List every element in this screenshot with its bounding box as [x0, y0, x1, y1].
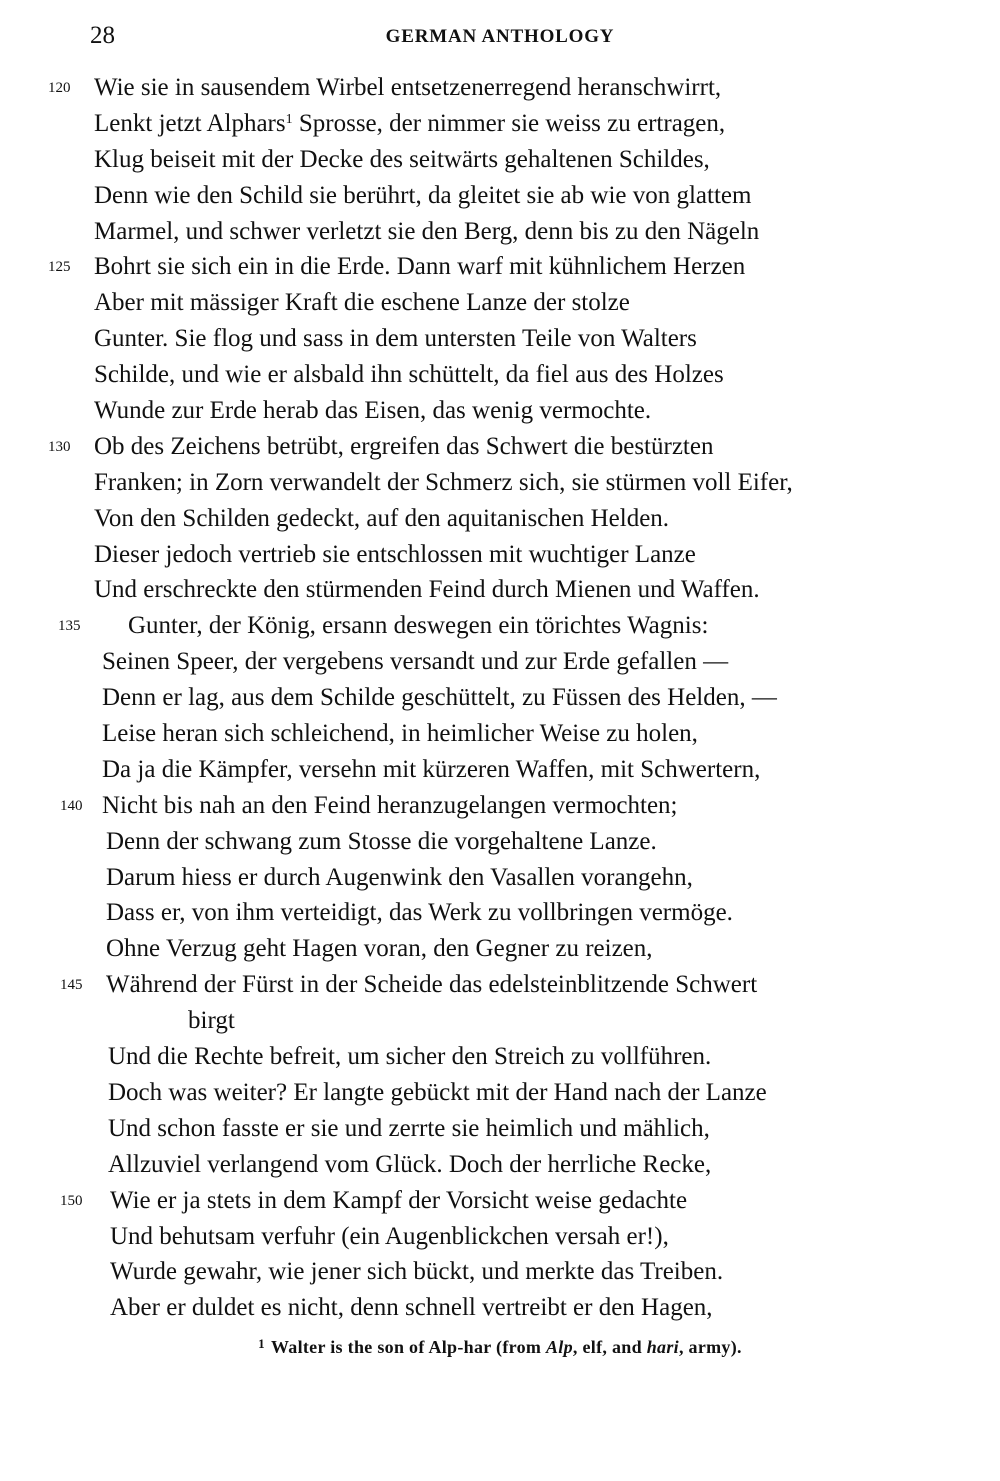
line-number: 145: [60, 977, 83, 994]
verse-line: [0, 752, 1000, 788]
verse-line: [0, 214, 1000, 250]
verse-text: Nicht bis nah an den Feind heranzugelangen vermochten;: [102, 791, 678, 819]
verse-line: [0, 393, 1000, 429]
footnote-text: , elf, and: [572, 1337, 647, 1357]
verse-text: Ob des Zeichens betrübt, ergreifen das Schwert die bestürzten: [94, 432, 714, 460]
verse-text: Ohne Verzug geht Hagen voran, den Gegner zu reizen,: [106, 935, 653, 963]
verse-text: Bohrt sie sich ein in die Erde. Dann warf mit kühnlichem Herzen: [94, 253, 746, 281]
verse-text: Denn der schwang zum Stosse die vorgehaltene Lanze.: [106, 827, 657, 855]
verse-text: Von den Schilden gedeckt, auf den aquitanischen Helden.: [94, 504, 670, 532]
verse-text: Dieser jedoch vertrieb sie entschlossen mit wuchtiger Lanze: [94, 540, 696, 568]
verse-text: Allzuviel verlangend vom Glück. Doch der herrliche Recke,: [108, 1150, 712, 1178]
verse-text: Wie sie in sausendem Wirbel entsetzenerregend heranschwirrt,: [94, 74, 722, 101]
verse-line: [0, 1075, 1000, 1111]
verse-line: [0, 106, 1000, 142]
verse-text: Darum hiess er durch Augenwink den Vasallen vorangehn,: [106, 863, 693, 891]
verse-line: [0, 967, 1000, 1003]
poem-body: [0, 70, 1000, 1326]
verse-line: [0, 429, 1000, 465]
footnote-italic-term: Alp: [545, 1337, 573, 1357]
verse-line: [0, 572, 1000, 608]
footnote-marker: 1: [258, 1336, 265, 1351]
verse-line: [0, 644, 1000, 680]
verse-text: Und schon fasste er sie und zerrte sie heimlich und mählich,: [108, 1114, 710, 1142]
verse-line: [0, 1111, 1000, 1147]
verse-text: Während der Fürst in der Scheide das edelsteinblitzende Schwert: [106, 971, 758, 999]
verse-text: Leise heran sich schleichend, in heimlicher Weise zu holen,: [102, 720, 698, 748]
verse-text: Dass er, von ihm verteidigt, das Werk zu vollbringen vermöge.: [106, 899, 733, 927]
verse-line: [0, 501, 1000, 537]
verse-text: Gunter. Sie flog und sass in dem untersten Teile von Walters: [94, 325, 697, 353]
verse-text: Seinen Speer, der vergebens versandt und zur Erde gefallen —: [102, 648, 729, 676]
verse-line: [0, 1254, 1000, 1290]
verse-line: [0, 895, 1000, 931]
verse-line: [0, 1147, 1000, 1183]
verse-line: [0, 716, 1000, 752]
verse-line: [0, 357, 1000, 393]
verse-line: [0, 537, 1000, 573]
verse-line: [0, 1290, 1000, 1326]
verse-line: [0, 142, 1000, 178]
verse-line: [0, 285, 1000, 321]
verse-text: Und erschreckte den stürmenden Feind durch Mienen und Waffen.: [94, 576, 760, 604]
verse-text: Schilde, und wie er alsbald ihn schüttelt, da fiel aus des Holzes: [94, 361, 724, 389]
running-title: GERMAN ANTHOLOGY: [385, 26, 615, 47]
verse-line-continuation: [0, 1003, 1000, 1039]
line-number: 150: [60, 1192, 83, 1209]
verse-text: Franken; in Zorn verwandelt der Schmerz sich, sie stürmen voll Eifer,: [94, 468, 793, 496]
verse-line: [0, 1219, 1000, 1255]
verse-line: [0, 824, 1000, 860]
line-number: 125: [48, 259, 71, 276]
verse-text: Aber mit mässiger Kraft die eschene Lanze der stolze: [94, 289, 630, 317]
verse-line: [0, 1183, 1000, 1219]
footnote-text: , army).: [678, 1337, 742, 1357]
verse-text: Denn wie den Schild sie berührt, da gleitet sie ab wie von glattem: [94, 181, 752, 209]
verse-text: Und behutsam verfuhr (ein Augenblickchen versah er!),: [110, 1222, 669, 1250]
footnote-text: Walter is the son of Alp-har (from: [270, 1337, 546, 1357]
line-number: 130: [48, 438, 71, 455]
verse-text: Wurde gewahr, wie jener sich bückt, und merkte das Treiben.: [110, 1258, 724, 1286]
verse-line: [0, 321, 1000, 357]
verse-text: Und die Rechte befreit, um sicher den Streich zu vollführen.: [108, 1043, 712, 1071]
footnote-italic-term: hari: [646, 1337, 679, 1357]
verse-text: Aber er duldet es nicht, denn schnell vertreibt er den Hagen,: [110, 1294, 713, 1322]
verse-line: [0, 608, 1000, 644]
page-number: 28: [90, 22, 115, 49]
line-number: 135: [58, 618, 81, 635]
line-number: 120: [48, 80, 71, 96]
line-number: 140: [60, 797, 83, 814]
footnote-reference: 1: [285, 111, 293, 127]
verse-line: [0, 70, 1000, 106]
verse-text: birgt: [188, 1007, 235, 1035]
verse-line: [0, 931, 1000, 967]
page-header: [0, 22, 1000, 54]
verse-text: Da ja die Kämpfer, versehn mit kürzeren Waffen, mit Schwertern,: [102, 755, 761, 783]
verse-line: [0, 465, 1000, 501]
verse-text: Gunter, der König, ersann deswegen ein törichtes Wagnis:: [128, 612, 709, 640]
verse-text: Wunde zur Erde herab das Eisen, das wenig vermochte.: [94, 397, 652, 425]
verse-line: [0, 249, 1000, 285]
footnote: [0, 1336, 1000, 1358]
verse-text: Klug beiseit mit der Decke des seitwärts gehaltenen Schildes,: [94, 145, 710, 173]
verse-text: Wie er ja stets in dem Kampf der Vorsicht weise gedachte: [110, 1186, 688, 1214]
verse-line: [0, 178, 1000, 214]
verse-line: [0, 788, 1000, 824]
verse-text: Denn er lag, aus dem Schilde geschüttelt, zu Füssen des Helden, —: [102, 684, 777, 712]
verse-text: [94, 106, 725, 142]
verse-line: [0, 680, 1000, 716]
verse-line: [0, 860, 1000, 896]
verse-text: Doch was weiter? Er langte gebückt mit der Hand nach der Lanze: [108, 1078, 767, 1106]
verse-text-before-note: Lenkt jetzt Alphars: [94, 109, 286, 137]
verse-text-after-note: Sprosse, der nimmer sie weiss zu ertragen,: [292, 109, 726, 137]
verse-text: Marmel, und schwer verletzt sie den Berg, denn bis zu den Nägeln: [94, 217, 760, 245]
verse-line: [0, 1039, 1000, 1075]
